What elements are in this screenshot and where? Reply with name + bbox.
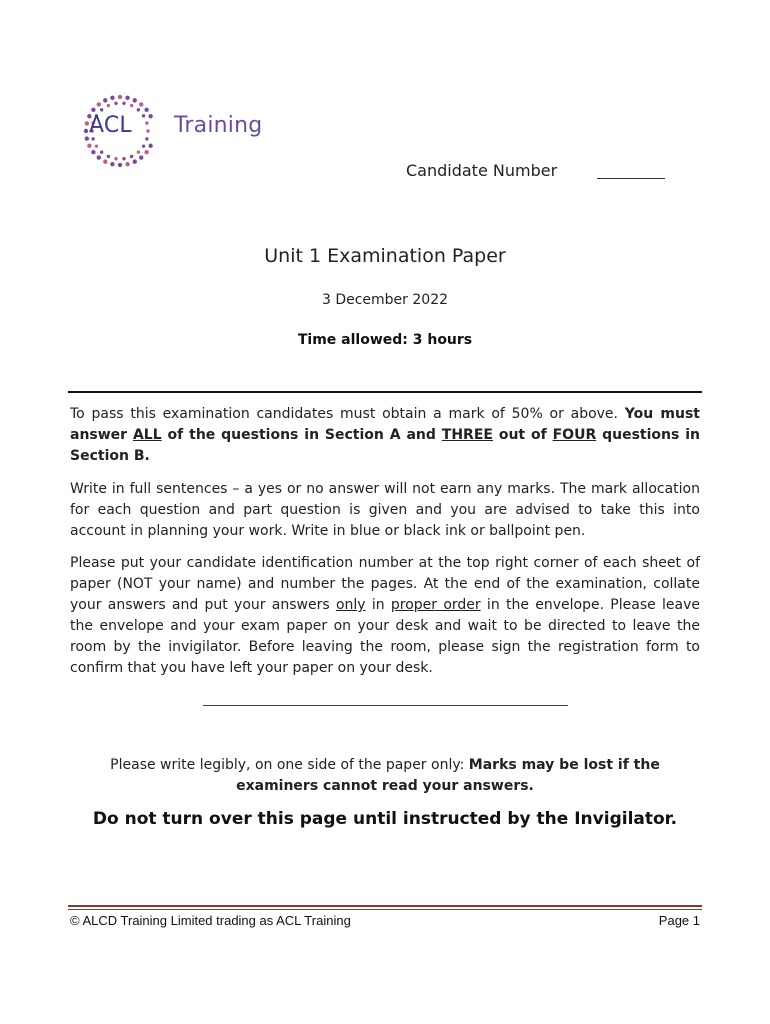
requirement-text-1: You must answer	[70, 406, 700, 443]
do-not-turn-warning: Do not turn over this page until instructed by the Invigilator.	[92, 809, 678, 829]
logo-acl-text: ACL	[89, 113, 132, 138]
acl-training-logo	[82, 94, 262, 170]
requirement-all: ALL	[132, 427, 162, 443]
requirement-text-4: questions in Section B.	[70, 427, 700, 464]
requirement-text-2: of the questions in Section A and	[161, 427, 442, 443]
submission-proper-order: proper order	[390, 597, 481, 613]
exam-date: 3 December 2022	[321, 292, 449, 308]
requirement-three: THREE	[441, 427, 493, 443]
footer-rule-thin	[68, 909, 702, 910]
logo-training-text: Training	[174, 113, 263, 138]
time-allowed: Time allowed: 3 hours	[297, 332, 473, 348]
legibility-warning: Marks may be lost if the examiners cannot read your answers.	[236, 757, 660, 794]
footer-page-number: Page 1	[658, 913, 700, 928]
legibility-text: Please write legibly, on one side of the paper only:	[110, 757, 469, 773]
requirement-text-3: out of	[492, 427, 553, 443]
submission-text-1: Please put your candidate identification number at the top right corner of each sheet of paper (NOT your name) and number the pages. At the end of the examination, collate your answers and put your answers	[70, 555, 700, 613]
footer-copyright: © ALCD Training Limited trading as ACL Training	[70, 913, 351, 928]
page-title: Unit 1 Examination Paper	[264, 245, 506, 267]
candidate-number-field[interactable]	[597, 178, 665, 179]
pass-mark-text: To pass this examination candidates must obtain a mark of 50% or above.	[70, 406, 625, 422]
footer-rule-thick	[68, 905, 702, 907]
header-divider	[68, 391, 702, 393]
instruction-paragraph-submission	[70, 553, 700, 679]
submission-text-2: in	[365, 597, 391, 613]
legibility-note	[90, 755, 680, 797]
instruction-paragraph-writing: Write in full sentences – a yes or no answer will not earn any marks. The mark allocation for each question and part question is given and you are advised to take this into account in planning your work. Write in blue or black ink or ballpoint pen.	[70, 481, 700, 539]
submission-text-3: in the envelope. Please leave the envelope and your exam paper on your desk and wait to be directed to leave the room by the invigilator. Before leaving the room, please sign the registration form to confirm that you have left your paper on your desk.	[70, 597, 700, 676]
candidate-number-label: Candidate Number	[406, 161, 558, 180]
instruction-paragraph-pass-mark	[70, 404, 700, 467]
submission-only: only	[335, 597, 366, 613]
requirement-four: FOUR	[552, 427, 597, 443]
section-divider	[203, 705, 568, 706]
